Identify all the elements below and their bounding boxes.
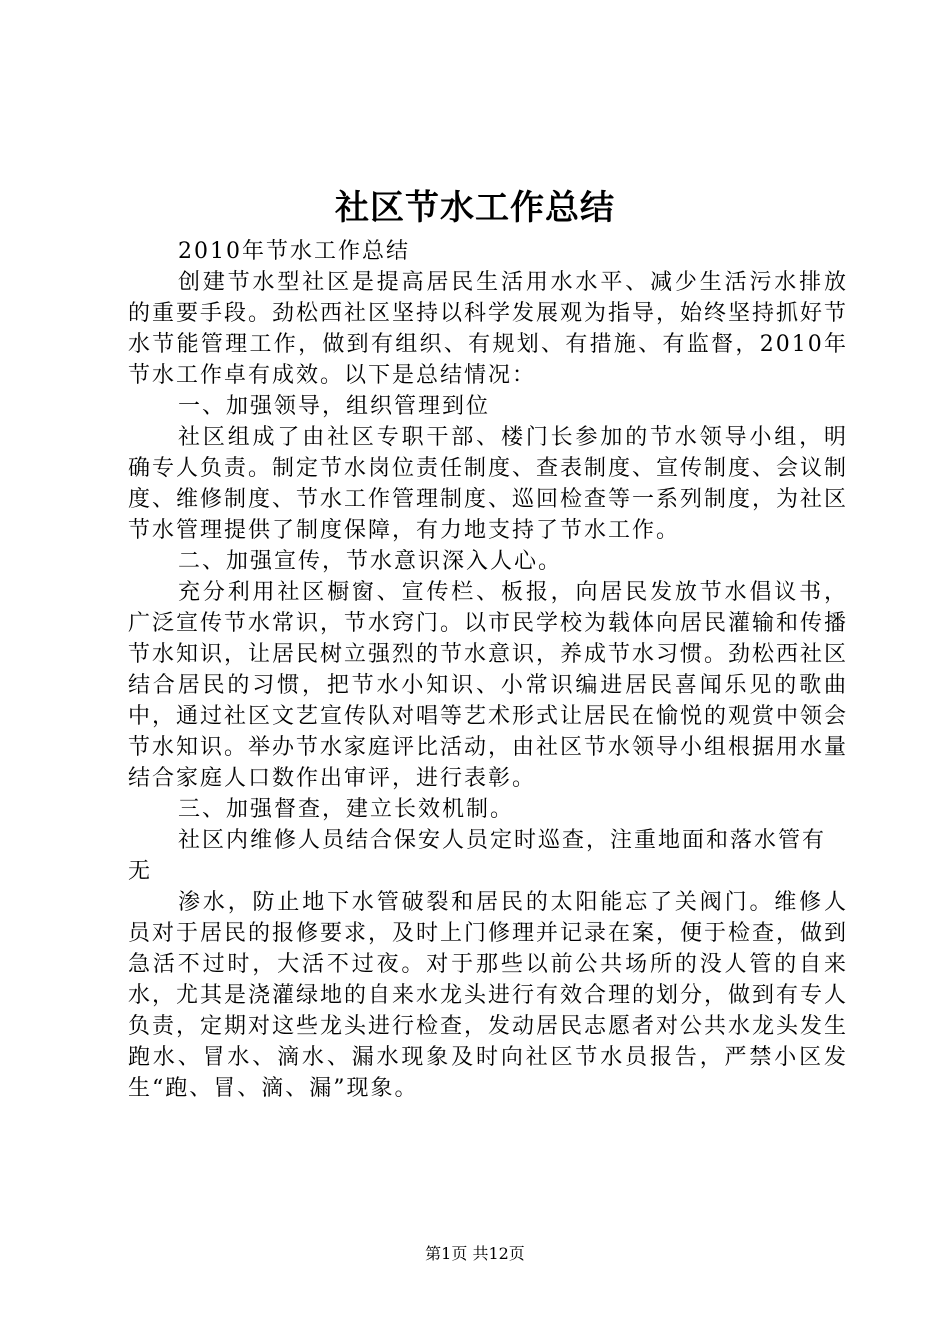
section-heading-2: 二、加强宣传，节水意识深入人心。	[178, 549, 563, 574]
document-title: 社区节水工作总结	[335, 188, 615, 228]
section-heading-1: 一、加强领导，组织管理到位	[178, 394, 491, 419]
page-footer: 第1页 共12页	[425, 1244, 525, 1263]
paragraph-section-1: 社区组成了由社区专职干部、楼门长参加的节水领导小组，明确专人负责。制定节水岗位责任制度、查表制度、宣传制度、会议制度、维修制度、节水工作管理制度、巡回检查等一系列制度，为社区节水管理提供了制度保障，有力地支持了节水工作。	[128, 425, 849, 543]
paragraph-intro: 创建节水型社区是提高居民生活用水水平、减少生活污水排放的重要手段。劲松西社区坚持以科学发展观为指导，始终坚持抓好节水节能管理工作，做到有组织、有规划、有措施、有监督，2010年节水工作卓有成效。以下是总结情况：	[128, 270, 849, 388]
paragraph-section-3b: 渗水，防止地下水管破裂和居民的太阳能忘了关阀门。维修人员对于居民的报修要求，及时上门修理并记录在案，便于检查，做到急活不过时，大活不过夜。对于那些以前公共场所的没人管的自来水，尤其是浇灌绿地的自来水龙头进行有效合理的划分，做到有专人负责，定期对这些龙头进行检查，发动居民志愿者对公共水龙头发生跑水、冒水、滴水、漏水现象及时向社区节水员报告，严禁小区发生“跑、冒、滴、漏”现象。	[128, 890, 849, 1101]
document-body	[128, 236, 848, 1104]
section-heading-3: 三、加强督查，建立长效机制。	[178, 797, 515, 822]
paragraph-section-2: 充分利用社区橱窗、宣传栏、板报，向居民发放节水倡议书，广泛宣传节水常识，节水窍门。以市民学校为载体向居民灌输和传播节水知识，让居民树立强烈的节水意识，养成节水习惯。劲松西社区结合居民的习惯，把节水小知识、小常识编进居民喜闻乐见的歌曲中，通过社区文艺宣传队对唱等艺术形式让居民在愉悦的观赏中领会节水知识。举办节水家庭评比活动，由社区节水领导小组根据用水量结合家庭人口数作出审评，进行表彰。	[128, 580, 849, 791]
paragraph-subtitle: 2010年节水工作总结	[178, 239, 410, 264]
paragraph-section-3a: 社区内维修人员结合保安人员定时巡查，注重地面和落水管有无	[128, 828, 827, 884]
